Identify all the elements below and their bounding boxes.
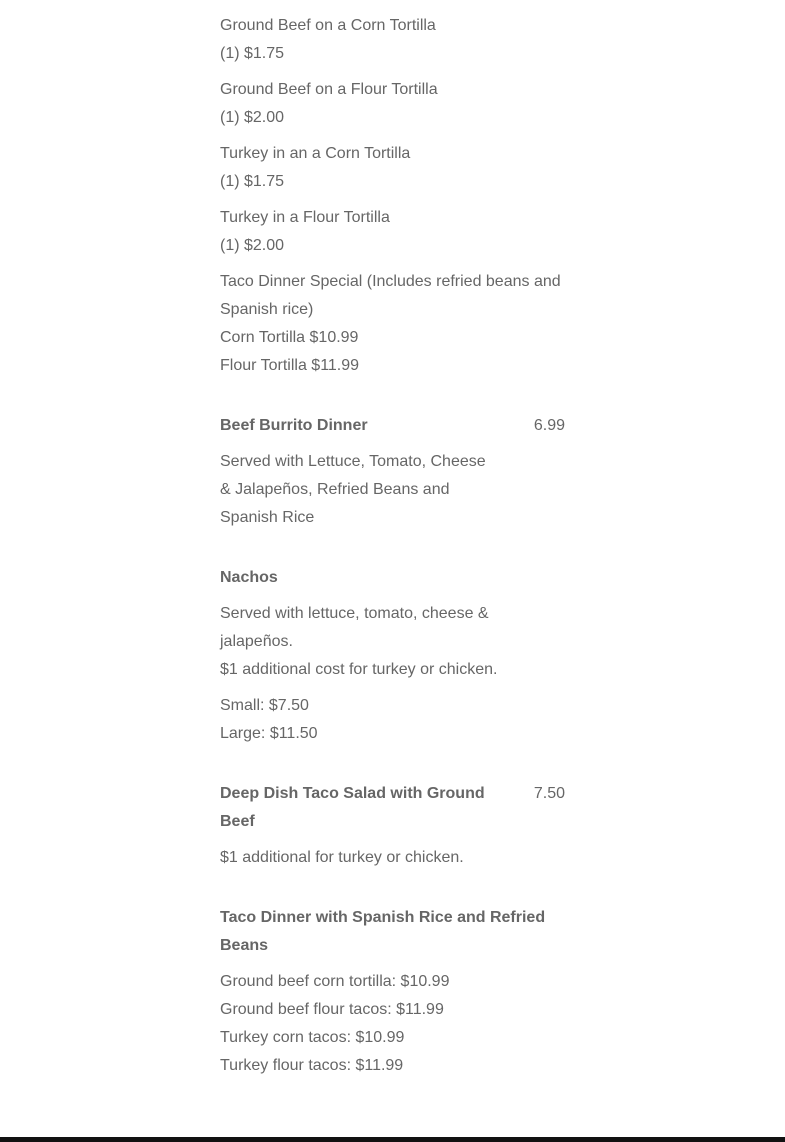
item-name: Turkey in an a Corn Tortilla xyxy=(220,145,411,162)
menu-line-item xyxy=(220,12,565,68)
item-price: (1) $2.00 xyxy=(220,109,285,126)
item-description xyxy=(220,600,500,684)
menu-line-item xyxy=(220,204,565,260)
item-description: Served with Lettuce, Tomato, Cheese & Jalapeños, Refried Beans and Spanish Rice xyxy=(220,453,486,526)
nachos-desc: Served with lettuce, tomato, cheese & jalapeños. xyxy=(220,605,489,650)
nachos-small: Small: $7.50 xyxy=(220,697,309,714)
item-title: Beef Burrito Dinner xyxy=(220,417,368,434)
menu-item-nachos xyxy=(220,564,565,748)
option-line: Ground beef flour tacos: $11.99 xyxy=(220,1001,444,1018)
nachos-large: Large: $11.50 xyxy=(220,725,318,742)
taco-dinner-special xyxy=(220,268,565,380)
item-title: Nachos xyxy=(220,569,278,586)
item-price: (1) $1.75 xyxy=(220,45,285,62)
item-price: 7.50 xyxy=(533,785,565,802)
menu-item-taco-salad xyxy=(220,780,565,872)
item-name: Ground Beef on a Corn Tortilla xyxy=(220,17,436,34)
item-options xyxy=(220,968,565,1080)
item-sizes xyxy=(220,692,565,748)
item-price: (1) $2.00 xyxy=(220,237,285,254)
item-title: Deep Dish Taco Salad with Ground Beef xyxy=(220,785,485,830)
menu-line-item xyxy=(220,140,565,196)
item-name: Ground Beef on a Flour Tortilla xyxy=(220,81,438,98)
item-name: Turkey in a Flour Tortilla xyxy=(220,209,390,226)
item-price: (1) $1.75 xyxy=(220,173,285,190)
menu-item-beef-burrito xyxy=(220,412,565,532)
taco-special-corn: Corn Tortilla $10.99 xyxy=(220,329,359,346)
option-line: Turkey corn tacos: $10.99 xyxy=(220,1029,405,1046)
menu-line-item xyxy=(220,76,565,132)
option-line: Turkey flour tacos: $11.99 xyxy=(220,1057,404,1074)
nachos-extra: $1 additional cost for turkey or chicken. xyxy=(220,661,498,678)
taco-special-name: Taco Dinner Special (Includes refried beans and Spanish rice) xyxy=(220,273,561,318)
menu-item-taco-dinner xyxy=(220,904,565,1080)
footer-bar xyxy=(0,1137,785,1142)
item-price: 6.99 xyxy=(533,417,565,434)
item-description: $1 additional for turkey or chicken. xyxy=(220,849,464,866)
option-line: Ground beef corn tortilla: $10.99 xyxy=(220,973,450,990)
menu-section xyxy=(220,12,565,1088)
taco-special-flour: Flour Tortilla $11.99 xyxy=(220,357,360,374)
item-title: Taco Dinner with Spanish Rice and Refried Beans xyxy=(220,909,546,954)
